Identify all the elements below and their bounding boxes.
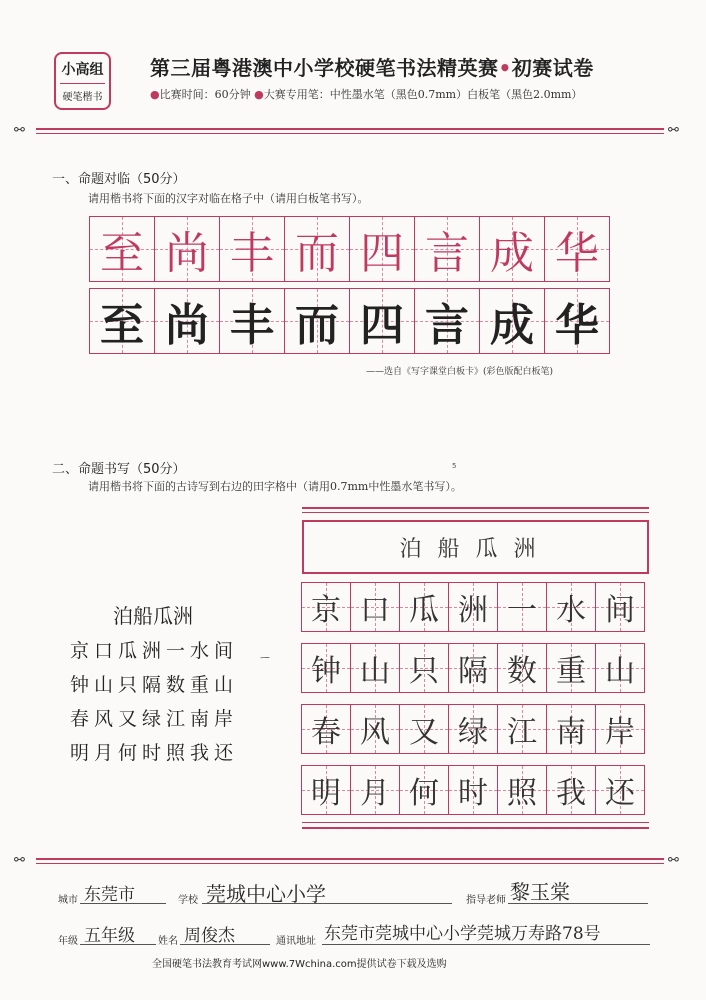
teacher-field[interactable]: 黎玉棠 (510, 880, 570, 904)
model-char-cell (89, 216, 155, 282)
footer-note: 全国硬笔书法教育考试网www.7Wchina.com提供试卷下载及选购 (152, 959, 447, 970)
model-char: 成 (490, 228, 534, 279)
answer-char: 山 (605, 654, 635, 689)
answer-cell (546, 643, 596, 693)
answer-cell (448, 643, 498, 693)
title-main: 第三届粤港澳中小学校硬笔书法精英赛 (150, 56, 499, 80)
badge-group-label: 小高组 (61, 62, 104, 78)
page-mark: 5 (452, 462, 457, 470)
poem-title: 泊船瓜洲 (113, 604, 193, 628)
written-char-cell (89, 288, 155, 354)
answer-char: 还 (605, 776, 635, 811)
name-field[interactable]: 周俊杰 (184, 926, 235, 946)
school-field[interactable]: 莞城中心小学 (206, 882, 326, 906)
answer-char: 又 (409, 715, 439, 750)
answer-char: 月 (360, 776, 390, 811)
answer-char: 岸 (605, 715, 635, 750)
header-divider-thin (36, 133, 664, 134)
ornament-right-icon: ⚯ (668, 123, 679, 138)
check-mark-icon: ㄧ (258, 651, 272, 667)
title-dot: • (498, 56, 512, 80)
answer-row (302, 765, 645, 815)
answer-cell (301, 643, 351, 693)
written-char: 华 (555, 300, 599, 351)
answer-char: 间 (605, 593, 635, 628)
answer-char: 我 (556, 776, 586, 811)
answer-char: 江 (507, 715, 537, 750)
answer-cell (497, 643, 547, 693)
bullet-icon: ● (254, 88, 264, 101)
model-char-cell (414, 216, 480, 282)
ornament-left-icon: ⚯ (14, 123, 25, 138)
answer-char: 风 (360, 715, 390, 750)
poem-line: 钟山只隔数重山 (70, 674, 239, 696)
model-char: 言 (425, 228, 469, 279)
section1-heading: 一、命题对临（50分） (52, 172, 186, 187)
written-char: 尚 (165, 300, 209, 351)
answer-top-rule (302, 507, 649, 509)
answer-char: 瓜 (409, 593, 439, 628)
model-char-cell (479, 216, 545, 282)
written-char-cell (284, 288, 350, 354)
source-note: ——选自《写字课堂白板卡》(彩色版配白板笔) (366, 367, 554, 377)
answer-char: 钟 (311, 654, 341, 689)
model-char: 至 (100, 228, 144, 279)
answer-cell (497, 704, 547, 754)
answer-char: 南 (556, 715, 586, 750)
answer-char: 绿 (458, 715, 488, 750)
exam-info (150, 86, 582, 102)
answer-row (302, 582, 645, 632)
school-underline (202, 903, 452, 904)
answer-cell (546, 582, 596, 632)
school-label: 学校 (178, 895, 198, 906)
city-label: 城市 (58, 895, 78, 906)
answer-char: 数 (507, 654, 537, 689)
written-char: 成 (490, 300, 534, 351)
answer-cell (350, 704, 400, 754)
header-divider (36, 128, 664, 130)
category-badge (54, 52, 111, 110)
grade-field[interactable]: 五年级 (84, 926, 135, 946)
answer-char: 一 (507, 593, 537, 628)
model-char-cell (544, 216, 610, 282)
answer-cell (301, 704, 351, 754)
answer-cell (301, 582, 351, 632)
model-char: 而 (295, 228, 339, 279)
answer-cell (350, 643, 400, 693)
answer-char: 京 (311, 593, 341, 628)
model-char-cell (284, 216, 350, 282)
answer-cell (595, 765, 645, 815)
answer-cell (546, 704, 596, 754)
answer-cell (399, 765, 449, 815)
written-char-grid (90, 288, 610, 354)
model-char-cell (219, 216, 285, 282)
answer-cell (350, 582, 400, 632)
city-field[interactable]: 东莞市 (84, 885, 135, 905)
answer-char: 春 (311, 715, 341, 750)
written-char-cell (154, 288, 220, 354)
written-char-cell (479, 288, 545, 354)
model-char: 华 (555, 228, 599, 279)
name-label: 姓名 (158, 936, 178, 947)
answer-cell (350, 765, 400, 815)
answer-top-rule-thin (302, 512, 649, 513)
written-char: 言 (425, 300, 469, 351)
badge-divider (60, 83, 105, 84)
answer-bottom-rule (302, 827, 649, 829)
written-char: 而 (295, 300, 339, 351)
answer-row (302, 643, 645, 693)
name-underline (180, 944, 270, 945)
answer-row (302, 704, 645, 754)
address-field[interactable]: 东莞市莞城中心小学莞城万寿路78号 (324, 924, 601, 944)
city-underline (80, 903, 166, 904)
answer-cell (595, 582, 645, 632)
answer-cell (595, 643, 645, 693)
answer-char: 水 (556, 593, 586, 628)
poem-line: 京口瓜洲一水间 (70, 640, 239, 662)
badge-style-label: 硬笔楷书 (62, 92, 103, 103)
written-char: 至 (100, 300, 144, 351)
written-char-cell (414, 288, 480, 354)
written-title: 泊船瓜洲 (399, 536, 552, 562)
poem-line: 春风又绿江南岸 (70, 708, 239, 730)
time-label: 比赛时间：60分钟 (159, 88, 251, 101)
page-title (150, 52, 594, 81)
answer-cell (448, 582, 498, 632)
form-divider (36, 858, 664, 860)
answer-char: 重 (556, 654, 586, 689)
written-char: 四 (360, 300, 404, 351)
answer-char: 洲 (458, 593, 488, 628)
model-char: 四 (360, 228, 404, 279)
title-suffix: 初赛试卷 (511, 56, 594, 80)
model-char-cell (154, 216, 220, 282)
answer-char: 只 (409, 654, 439, 689)
answer-char: 照 (507, 776, 537, 811)
answer-char: 何 (409, 776, 439, 811)
model-char-grid (90, 216, 610, 282)
answer-char: 时 (458, 776, 488, 811)
answer-cell (448, 704, 498, 754)
answer-bottom-rule-thin (302, 822, 649, 823)
poem-line: 明月何时照我还 (70, 742, 239, 764)
answer-char: 隔 (458, 654, 488, 689)
answer-char: 口 (360, 593, 390, 628)
answer-char: 明 (311, 776, 341, 811)
form-divider-thin (36, 863, 664, 864)
ornament-right-icon: ⚯ (668, 853, 679, 868)
written-char-cell (349, 288, 415, 354)
written-char: 丰 (230, 300, 274, 351)
section2-instruction: 请用楷书将下面的古诗写到右边的田字格中（请用0.7mm中性墨水笔书写）。 (88, 480, 462, 493)
answer-cell (399, 643, 449, 693)
ornament-left-icon: ⚯ (14, 853, 25, 868)
answer-cell (546, 765, 596, 815)
written-title-box (302, 520, 649, 574)
teacher-underline (508, 903, 648, 904)
model-char: 尚 (165, 228, 209, 279)
model-char-cell (349, 216, 415, 282)
answer-cell (301, 765, 351, 815)
address-label: 通讯地址 (276, 936, 316, 947)
bullet-icon: ● (150, 88, 160, 101)
answer-cell (399, 704, 449, 754)
answer-cell (595, 704, 645, 754)
answer-cell (399, 582, 449, 632)
written-char-cell (544, 288, 610, 354)
teacher-label: 指导老师 (466, 895, 506, 906)
model-char: 丰 (230, 228, 274, 279)
section2-heading: 二、命题书写（50分） (52, 462, 186, 477)
written-char-cell (219, 288, 285, 354)
grade-label: 年级 (58, 936, 78, 947)
pen-label: 大赛专用笔：中性墨水笔（黑色0.7mm）白板笔（黑色2.0mm） (263, 88, 583, 101)
answer-cell (497, 582, 547, 632)
answer-cell (497, 765, 547, 815)
grade-underline (80, 944, 156, 945)
section1-instruction: 请用楷书将下面的汉字对临在格子中（请用白板笔书写）。 (88, 192, 369, 205)
answer-char: 山 (360, 654, 390, 689)
address-underline (322, 944, 650, 945)
answer-cell (448, 765, 498, 815)
